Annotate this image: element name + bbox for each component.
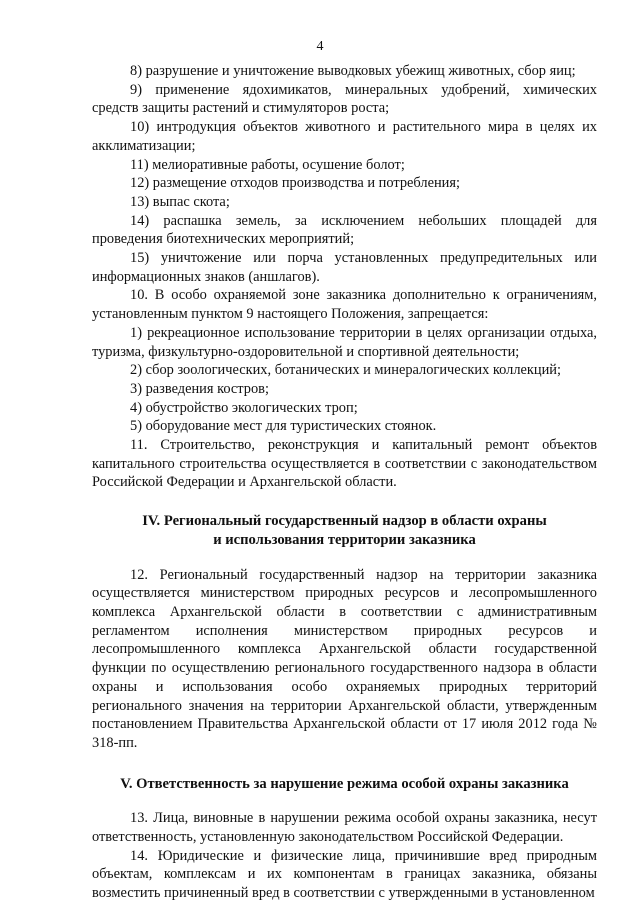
list-item: 15) уничтожение или порча установленных предупредительных или информационных знаков (аншлагов).: [92, 250, 597, 285]
list-item: 1) рекреационное использование территории в целях организации отдыха, туризма, физкультурно-оздоровительной и спортивной деятельности;: [92, 324, 597, 360]
list-item: 13) выпас скота;: [130, 193, 230, 210]
paragraph-10: 10. В особо охраняемой зоне заказника дополнительно к ограничениям, установленным пунктом 9 настоящего Положения, запрещается:: [92, 287, 597, 323]
list-item: 5) оборудование мест для туристических стоянок.: [130, 418, 437, 435]
list-item: 12) размещение отходов производства и потребления;: [130, 175, 460, 192]
list-item: 4) обустройство экологических троп;: [130, 399, 358, 416]
page-number: 4: [316, 39, 324, 54]
section-4-title-line-1: IV. Региональный государственный надзор в области охраны: [142, 513, 547, 530]
list-item: 10) интродукция объектов животного и растительного мира в целях их акклиматизации;: [92, 119, 597, 154]
list-item: 14) распашка земель, за исключением небольших площадей для проведения биотехнических мероприятий;: [92, 212, 597, 248]
paragraph-11: 11. Строительство, реконструкция и капитальный ремонт объектов капитального строительства осуществляется в соответствии с законодательством Российской Федерации и Архангельской области.: [92, 437, 597, 491]
list-item: 11) мелиоративные работы, осушение болот;: [130, 156, 405, 173]
list-item: 3) разведения костров;: [130, 380, 269, 397]
paragraph-13: 13. Лица, виновные в нарушении режима особой охраны заказника, несут ответственность, установленную законодательством Российской Федерации.: [92, 810, 597, 846]
paragraph-14: 14. Юридические и физические лица, причинившие вред природным объектам, комплексам и их компонентам в границах заказника, обязаны возместить причиненный вред в соответствии с утвержденными в установленном: [92, 847, 597, 902]
list-item: 2) сбор зоологических, ботанических и минералогических коллекций;: [130, 362, 561, 379]
section-5-title: V. Ответственность за нарушение режима особой охраны заказника: [120, 775, 569, 792]
section-4-title-line-2: и использования территории заказника: [213, 531, 476, 548]
list-item: 9) применение ядохимикатов, минеральных удобрений, химических средств защиты растений и стимуляторов роста;: [92, 81, 597, 117]
list-item: 8) разрушение и уничтожение выводковых убежищ животных, сбор яиц;: [130, 63, 576, 79]
document-body: [92, 62, 597, 903]
paragraph-12: 12. Региональный государственный надзор на территории заказника осуществляется министерством природных ресурсов и лесопромышленного комплекса Архангельской области в соответствии с административным регламентом исполнения министерством природных ресурсов и лесопромышленного комплекса Архангельской области государственной функции по осуществлению регионального государственного надзора в области охраны и использования особо охраняемых природных территорий регионального значения на территории Архангельской области, утвержденным постановлением Правительства Архангельской области от 17 июля 2012 года № 318-пп.: [92, 566, 597, 751]
